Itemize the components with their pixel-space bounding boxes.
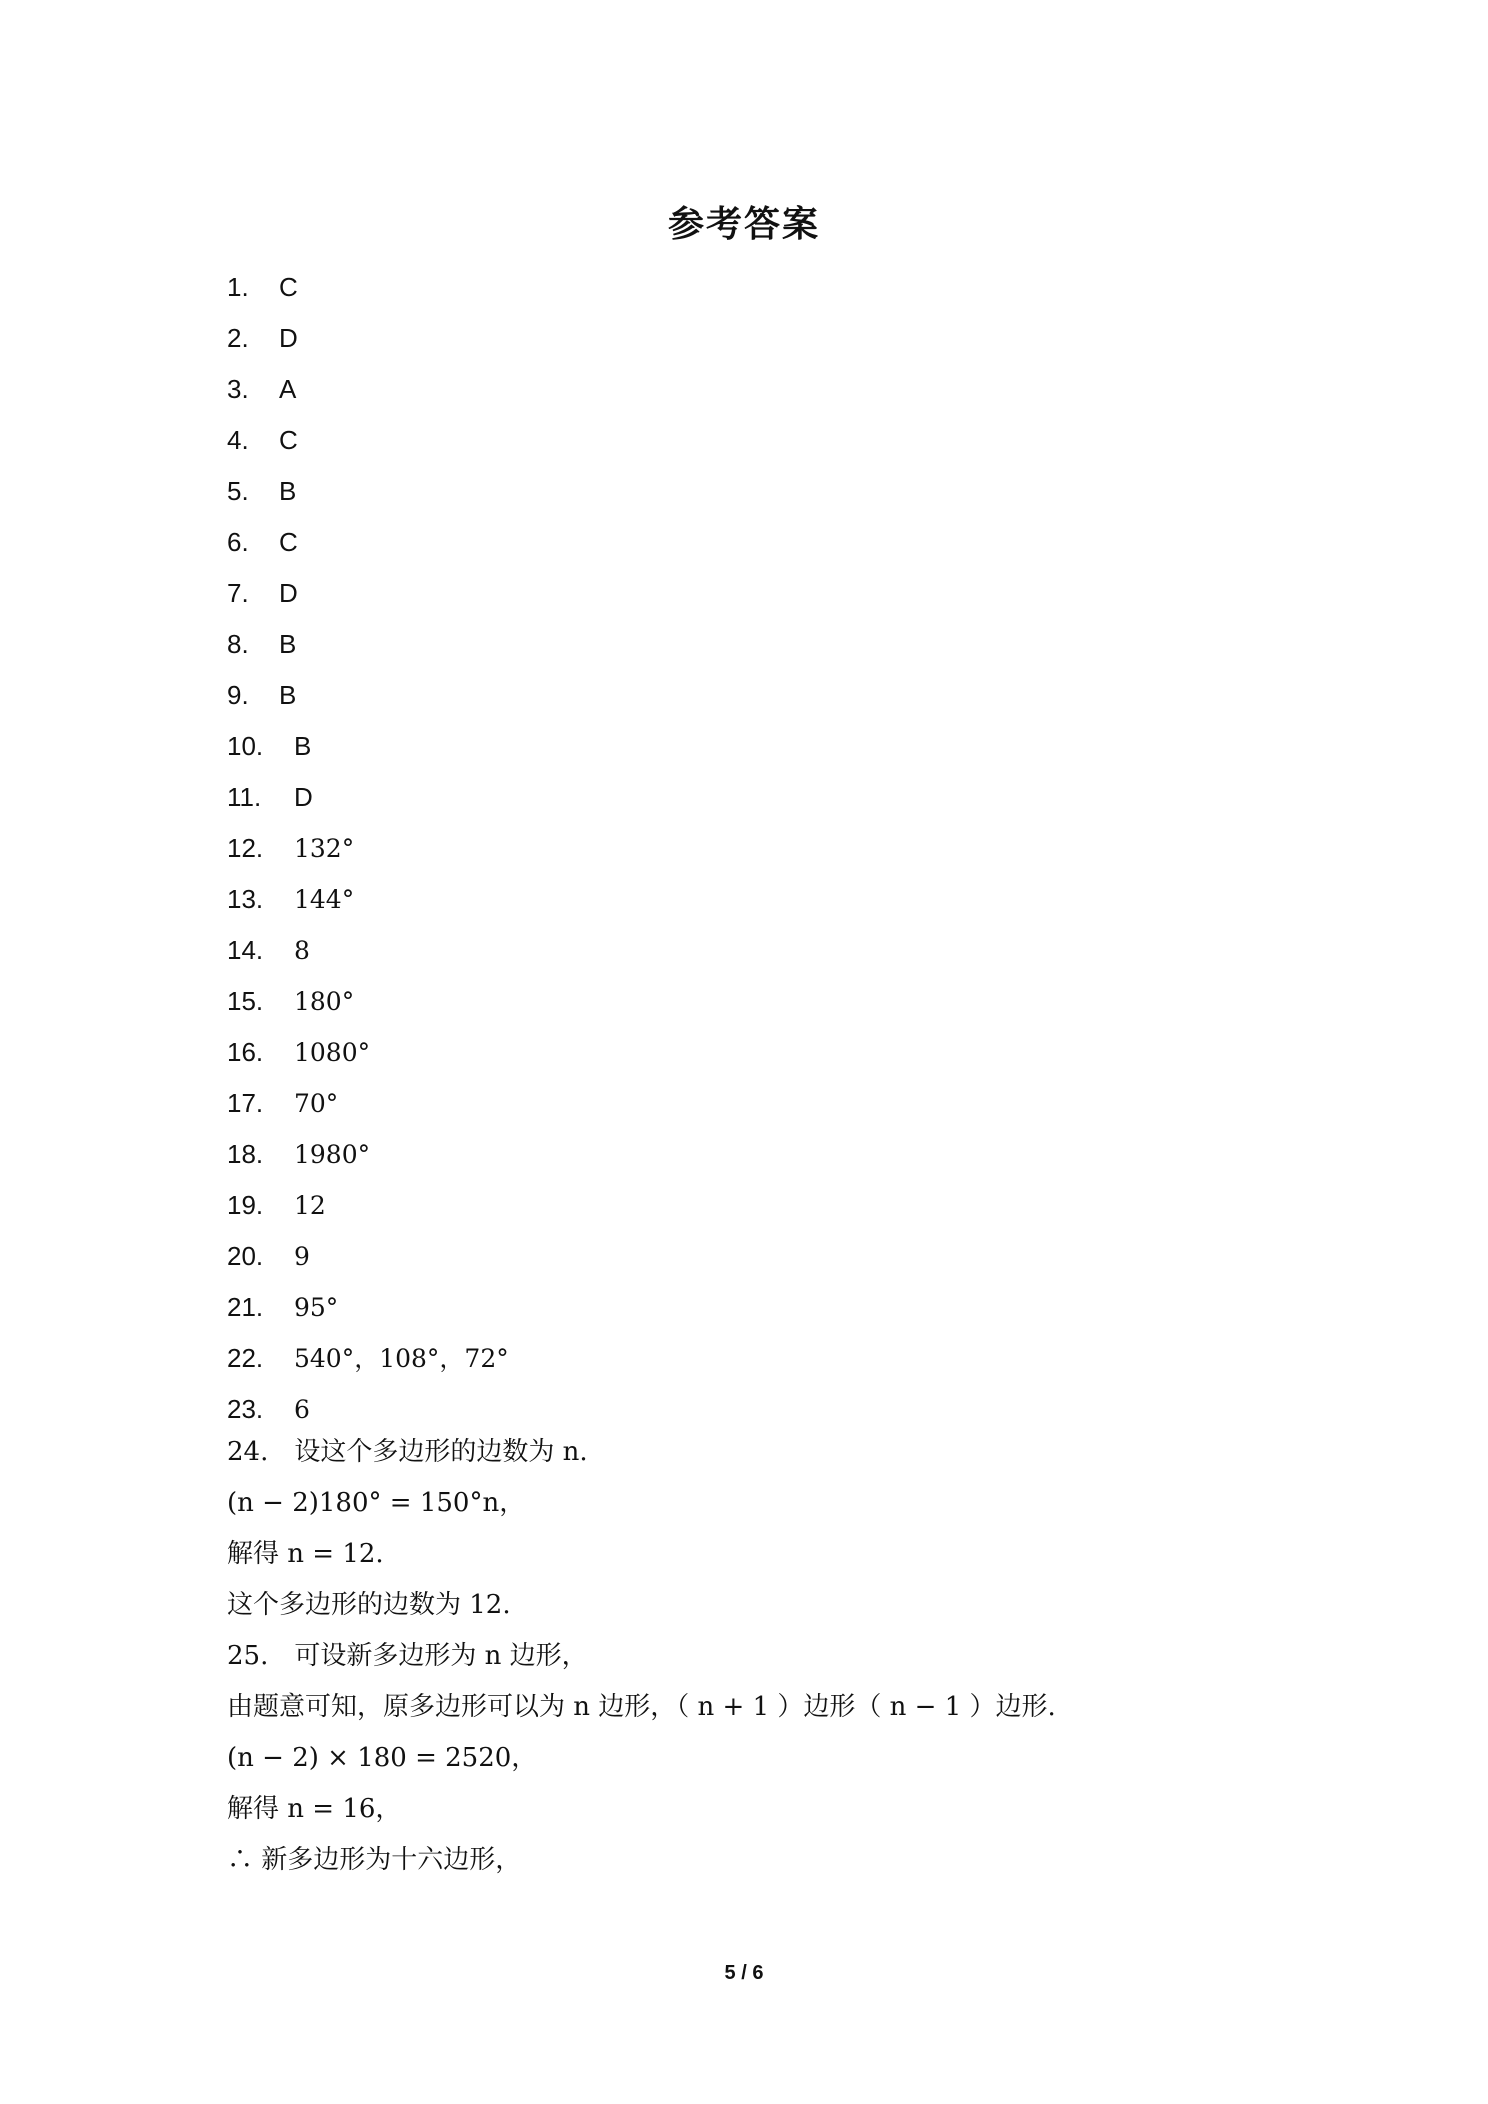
answer-number: 23. bbox=[227, 1394, 264, 1424]
answer-value: 1080° bbox=[294, 1038, 371, 1067]
q24-line-2: (n − 2)180° = 150°n， bbox=[227, 1488, 526, 1518]
answer-number: 5. bbox=[227, 476, 249, 506]
answer-row bbox=[227, 619, 509, 670]
answer-value: C bbox=[279, 425, 298, 455]
answer-value: 144° bbox=[294, 885, 355, 914]
answer-row bbox=[227, 1027, 509, 1078]
answer-row bbox=[227, 1333, 509, 1384]
answer-row bbox=[227, 415, 509, 466]
answer-number: 22. bbox=[227, 1343, 264, 1373]
answer-value: 70° bbox=[294, 1089, 339, 1118]
answer-value: B bbox=[279, 629, 297, 659]
answer-value: 8 bbox=[294, 936, 310, 965]
answer-number: 8. bbox=[227, 629, 249, 659]
answer-row bbox=[227, 313, 509, 364]
answer-number: 21. bbox=[227, 1292, 264, 1322]
answer-value: 540°，108°，72° bbox=[294, 1344, 509, 1373]
answer-value: 95° bbox=[294, 1293, 339, 1322]
answer-row bbox=[227, 568, 509, 619]
answer-value: A bbox=[279, 374, 297, 404]
answer-value: D bbox=[279, 578, 298, 608]
q25-line-4: 解得 n = 16， bbox=[227, 1794, 402, 1824]
answer-value: 12 bbox=[294, 1191, 326, 1220]
answer-number: 19. bbox=[227, 1190, 264, 1220]
q25-line-2: 由题意可知，原多边形可以为 n 边形，（ n + 1 ）边形（ n − 1 ）边形. bbox=[227, 1692, 1056, 1722]
answer-row bbox=[227, 874, 509, 925]
answer-value: 9 bbox=[294, 1242, 310, 1271]
answer-number: 18. bbox=[227, 1139, 264, 1169]
answer-row bbox=[227, 1180, 509, 1231]
answer-number: 3. bbox=[227, 374, 249, 404]
answer-number: 20. bbox=[227, 1241, 264, 1271]
answer-number: 1. bbox=[227, 272, 249, 302]
answer-number: 2. bbox=[227, 323, 249, 353]
answer-row bbox=[227, 1231, 509, 1282]
answer-value: 1980° bbox=[294, 1140, 371, 1169]
answer-number: 12. bbox=[227, 833, 264, 863]
answer-row bbox=[227, 1129, 509, 1180]
answer-value: 132° bbox=[294, 834, 355, 863]
q25-line-1: 25. 可设新多边形为 n 边形， bbox=[227, 1641, 588, 1671]
answer-value: B bbox=[279, 680, 297, 710]
q24-line-4: 这个多边形的边数为 12. bbox=[227, 1590, 511, 1620]
answer-value: D bbox=[294, 782, 313, 812]
answer-row bbox=[227, 1282, 509, 1333]
answer-row bbox=[227, 1078, 509, 1129]
answer-value: 6 bbox=[294, 1395, 310, 1424]
answer-row bbox=[227, 721, 509, 772]
answer-number: 4. bbox=[227, 425, 249, 455]
answer-number: 7. bbox=[227, 578, 249, 608]
answer-row bbox=[227, 976, 509, 1027]
page-title: 参考答案 bbox=[667, 204, 820, 245]
q25-line-5: ∴ 新多边形为十六边形， bbox=[227, 1845, 522, 1875]
answer-row bbox=[227, 772, 509, 823]
answer-number: 10. bbox=[227, 731, 264, 761]
answer-value: D bbox=[279, 323, 298, 353]
answer-value: B bbox=[279, 476, 297, 506]
answer-row bbox=[227, 925, 509, 976]
answer-value: B bbox=[294, 731, 312, 761]
answer-number: 9. bbox=[227, 680, 249, 710]
answer-number: 15. bbox=[227, 986, 264, 1016]
answer-row bbox=[227, 364, 509, 415]
answer-row bbox=[227, 670, 509, 721]
answer-number: 16. bbox=[227, 1037, 264, 1067]
q24-line-1: 24. 设这个多边形的边数为 n. bbox=[227, 1437, 588, 1467]
answer-number: 11. bbox=[227, 782, 262, 812]
q25-line-3: (n − 2) × 180 = 2520， bbox=[227, 1743, 538, 1773]
page-number: 5 / 6 bbox=[724, 1962, 764, 1984]
answer-number: 6. bbox=[227, 527, 249, 557]
answer-list bbox=[227, 262, 509, 1435]
answer-value: 180° bbox=[294, 987, 355, 1016]
answer-number: 14. bbox=[227, 935, 264, 965]
answer-value: C bbox=[279, 527, 298, 557]
answer-row bbox=[227, 823, 509, 874]
answer-number: 13. bbox=[227, 884, 264, 914]
answer-row bbox=[227, 517, 509, 568]
answer-row bbox=[227, 262, 509, 313]
answer-row bbox=[227, 466, 509, 517]
answer-number: 17. bbox=[227, 1088, 264, 1118]
q24-line-3: 解得 n = 12. bbox=[227, 1539, 384, 1569]
answer-value: C bbox=[279, 272, 298, 302]
